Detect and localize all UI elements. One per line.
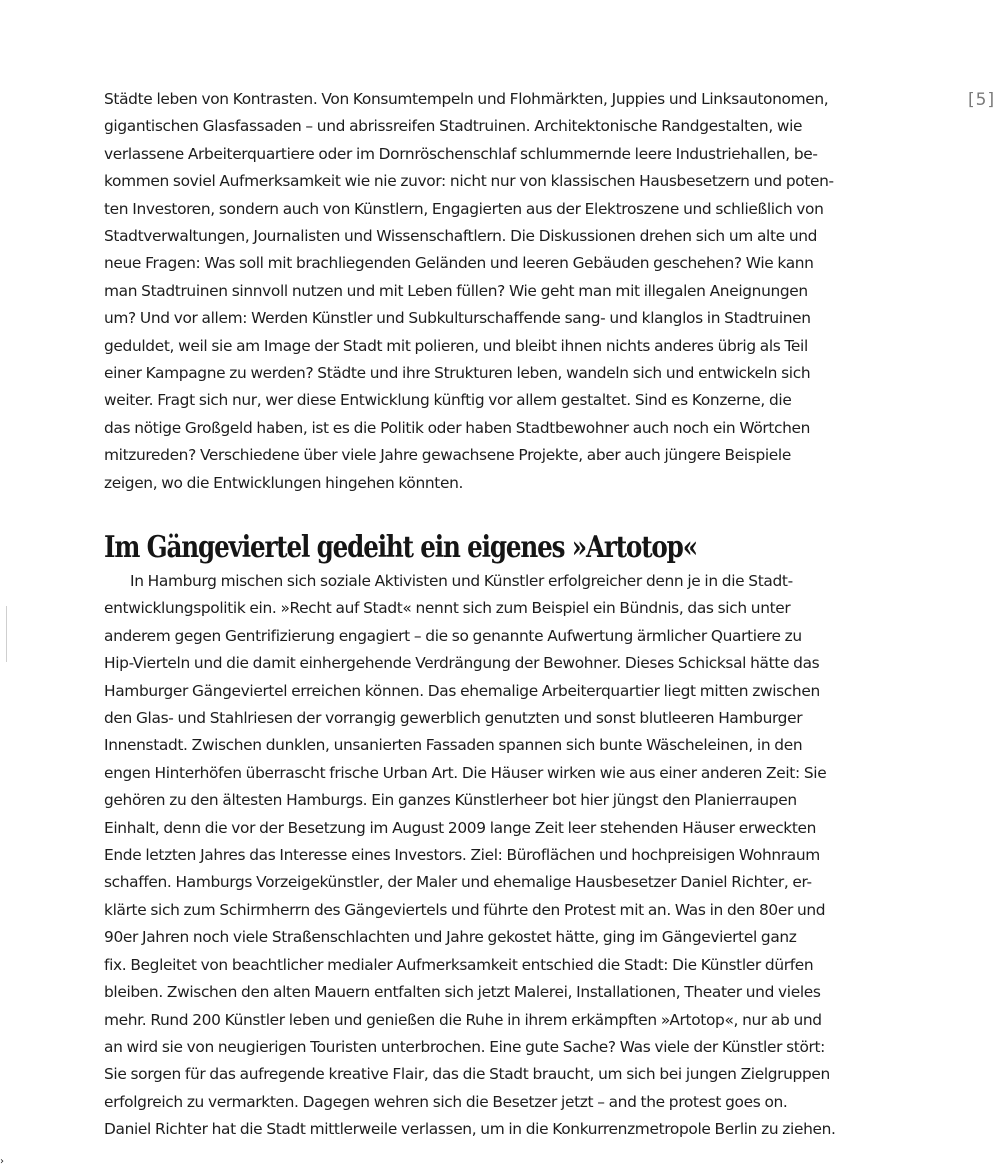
body-line: entwicklungspolitik ein. »Recht auf Stadt« nennt sich zum Beispiel ein Bündnis, das sich unter bbox=[104, 599, 791, 618]
intro-line: verlassene Arbeiterquartiere oder im Dornröschenschlaf schlummernde leere Industriehallen, be- bbox=[104, 144, 818, 163]
body-line: bleiben. Zwischen den alten Mauern entfalten sich jetzt Malerei, Installationen, Theater und vieles bbox=[104, 983, 821, 1002]
body-line: erfolgreich zu vermarkten. Dagegen wehren sich die Besetzer jetzt – and the protest goes on. bbox=[104, 1092, 788, 1111]
body-line: Innenstadt. Zwischen dunklen, unsanierten Fassaden spannen sich bunte Wäscheleinen, in den bbox=[104, 736, 803, 755]
body-line: Hip-Vierteln und die damit einhergehende Verdrängung der Bewohner. Dieses Schicksal hätte das bbox=[104, 654, 820, 673]
intro-line: neue Fragen: Was soll mit brachliegenden Geländen und leeren Gebäuden geschehen? Wie kann bbox=[104, 254, 814, 273]
intro-line: einer Kampagne zu werden? Städte und ihre Strukturen leben, wandeln sich und entwickeln sich bbox=[104, 364, 811, 383]
intro-line: das nötige Großgeld haben, ist es die Politik oder haben Stadtbewohner auch noch ein Wörtchen bbox=[104, 418, 811, 437]
body-line: Ende letzten Jahres das Interesse eines Investors. Ziel: Büroflächen und hochpreisigen Wohnraum bbox=[104, 846, 820, 865]
body-line: In Hamburg mischen sich soziale Aktivisten und Künstler erfolgreicher denn je in die Stadt- bbox=[130, 572, 793, 590]
body-line: den Glas- und Stahlriesen der vorrangig gewerblich genutzten und sonst blutleeren Hamburger bbox=[104, 709, 803, 728]
page-number: [5] bbox=[968, 90, 996, 110]
intro-line: kommen soviel Aufmerksamkeit wie nie zuvor: nicht nur von klassischen Hausbesetzern und poten- bbox=[104, 172, 834, 191]
body-line: gehören zu den ältesten Hamburgs. Ein ganzes Künstlerheer bot hier jüngst den Planierraupen bbox=[104, 791, 797, 810]
intro-line: Städte leben von Kontrasten. Von Konsumtempeln und Flohmärkten, Juppies und Linksautonomen, bbox=[104, 90, 829, 108]
body-line: Sie sorgen für das aufregende kreative Flair, das die Stadt braucht, um sich bei jungen Zielgruppen bbox=[104, 1065, 830, 1084]
intro-line: zeigen, wo die Entwicklungen hingehen könnten. bbox=[104, 473, 464, 492]
body-line: Hamburger Gängeviertel erreichen können. Das ehemalige Arbeiterquartier liegt mitten zwischen bbox=[104, 681, 820, 700]
body-line: mehr. Rund 200 Künstler leben und genießen die Ruhe in ihrem erkämpften »Artotop«, nur ab und bbox=[104, 1010, 822, 1029]
section-heading: Im Gängeviertel gedeiht ein eigenes »Artotop« bbox=[104, 530, 697, 565]
intro-paragraph bbox=[104, 86, 924, 497]
body-paragraph bbox=[104, 568, 924, 1144]
intro-line: Stadtverwaltungen, Journalisten und Wissenschaftlern. Die Diskussionen drehen sich um alte und bbox=[104, 227, 818, 246]
body-line: fix. Begleitet von beachtlicher medialer Aufmerksamkeit entschied die Stadt: Die Künstler dürfen bbox=[104, 955, 814, 974]
body-line: klärte sich zum Schirmherrn des Gängeviertels und führte den Protest mit an. Was in den 80er und bbox=[104, 900, 826, 919]
intro-line: mitzureden? Verschiedene über viele Jahre gewachsene Projekte, aber auch jüngere Beispiele bbox=[104, 446, 791, 465]
body-line: engen Hinterhöfen überrascht frische Urban Art. Die Häuser wirken wie aus einer anderen Zeit: Sie bbox=[104, 763, 827, 782]
scan-edge-mark bbox=[6, 606, 7, 662]
intro-line: um? Und vor allem: Werden Künstler und Subkulturschaffende sang- und klanglos in Stadtruinen bbox=[104, 309, 811, 328]
intro-line: ten Investoren, sondern auch von Künstlern, Engagierten aus der Elektroszene und schließlich von bbox=[104, 199, 824, 218]
body-line: Einhalt, denn die vor der Besetzung im August 2009 lange Zeit leer stehenden Häuser erweckten bbox=[104, 818, 817, 837]
intro-line: geduldet, weil sie am Image der Stadt mit polieren, und bleibt ihnen nichts anderes übrig als Teil bbox=[104, 336, 808, 355]
intro-line: gigantischen Glasfassaden – und abrissreifen Stadtruinen. Architektonische Randgestalten, wie bbox=[104, 117, 803, 136]
intro-line: weiter. Fragt sich nur, wer diese Entwicklung künftig vor allem gestaltet. Sind es Konzerne, die bbox=[104, 391, 792, 410]
body-line: 90er Jahren noch viele Straßenschlachten und Jahre gekostet hätte, ging im Gängeviertel ganz bbox=[104, 928, 797, 947]
body-line: anderem gegen Gentrifizierung engagiert – die so genannte Aufwertung ärmlicher Quartiere zu bbox=[104, 626, 802, 645]
body-line: an wird sie von neugierigen Touristen unterbrochen. Eine gute Sache? Was viele der Künstler stört: bbox=[104, 1037, 826, 1056]
corner-mark: › bbox=[0, 1156, 4, 1167]
body-line: Daniel Richter hat die Stadt mittlerweile verlassen, um in die Konkurrenzmetropole Berlin zu ziehen. bbox=[104, 1120, 836, 1139]
body-line: schaffen. Hamburgs Vorzeigekünstler, der Maler und ehemalige Hausbesetzer Daniel Richter, er- bbox=[104, 873, 812, 892]
intro-line: man Stadtruinen sinnvoll nutzen und mit Leben füllen? Wie geht man mit illegalen Aneignungen bbox=[104, 281, 808, 300]
